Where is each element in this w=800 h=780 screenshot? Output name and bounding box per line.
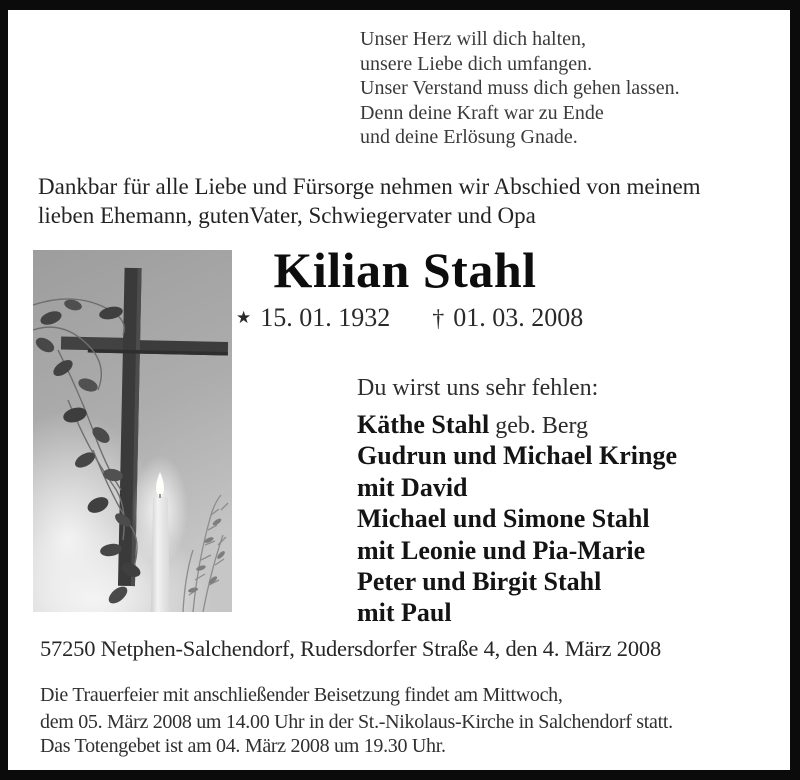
life-dates	[236, 303, 583, 333]
mourner-name: mit Leonie und Pia-Marie	[357, 535, 646, 565]
birth-star-icon: ★	[236, 308, 252, 327]
intro-paragraph	[38, 173, 778, 230]
poem-line: unsere Liebe dich umfangen.	[360, 52, 593, 75]
poem-line: und deine Erlösung Gnade.	[360, 126, 578, 149]
mourner-row	[357, 410, 677, 441]
mourner-suffix: geb. Berg	[489, 413, 589, 439]
mourner-name: mit Paul	[357, 598, 452, 628]
funeral-line: Die Trauerfeier mit anschließender Beisetzung findet am Mittwoch,	[40, 684, 563, 706]
intro-line: lieben Ehemann, gutenVater, Schwiegervater und Opa	[38, 202, 536, 228]
funeral-info	[40, 682, 673, 735]
mourner-row	[357, 504, 677, 535]
poem	[360, 27, 680, 150]
frame-bottom-bar	[0, 770, 800, 780]
frame-top-bar	[0, 0, 800, 10]
frame-left-bar	[0, 0, 8, 780]
memorial-photo	[33, 250, 232, 612]
mourner-name: Käthe Stahl	[357, 410, 490, 439]
funeral-line: dem 05. März 2008 um 14.00 Uhr in der St.-Nikolaus-Kirche in Salchendorf statt.	[40, 710, 673, 733]
poem-line: Denn deine Kraft war zu Ende	[360, 101, 604, 124]
cross-candle-photo-art	[33, 250, 232, 612]
poem-line: Unser Herz will dich halten,	[360, 28, 587, 50]
frame-right-bar	[790, 0, 800, 780]
prayer-line: Das Totengebet ist am 04. März 2008 um 19.30 Uhr.	[40, 735, 446, 757]
death-cross-icon: †	[432, 306, 445, 332]
poem-line: Unser Verstand muss dich gehen lassen.	[360, 77, 680, 100]
farewell-line: Du wirst uns sehr fehlen:	[357, 375, 599, 401]
mourner-row	[357, 536, 677, 567]
birth-date: 15. 01. 1932	[260, 303, 391, 332]
mourner-row	[357, 441, 677, 472]
mourner-name: Michael und Simone Stahl	[357, 504, 650, 534]
mourner-row	[357, 473, 677, 504]
deceased-name: Kilian Stahl	[273, 242, 537, 298]
mourners-list	[357, 410, 677, 630]
mourner-name: mit David	[357, 472, 468, 502]
address-line: 57250 Netphen-Salchendorf, Rudersdorfer Straße 4, den 4. März 2008	[40, 636, 661, 661]
death-date: 01. 03. 2008	[453, 303, 584, 332]
intro-line: Dankbar für alle Liebe und Fürsorge nehmen wir Abschied von meinem	[38, 174, 701, 199]
mourner-name: Peter und Birgit Stahl	[357, 567, 602, 597]
mourner-row	[357, 598, 677, 629]
mourner-name: Gudrun und Michael Kringe	[357, 441, 677, 471]
mourner-row	[357, 567, 677, 598]
